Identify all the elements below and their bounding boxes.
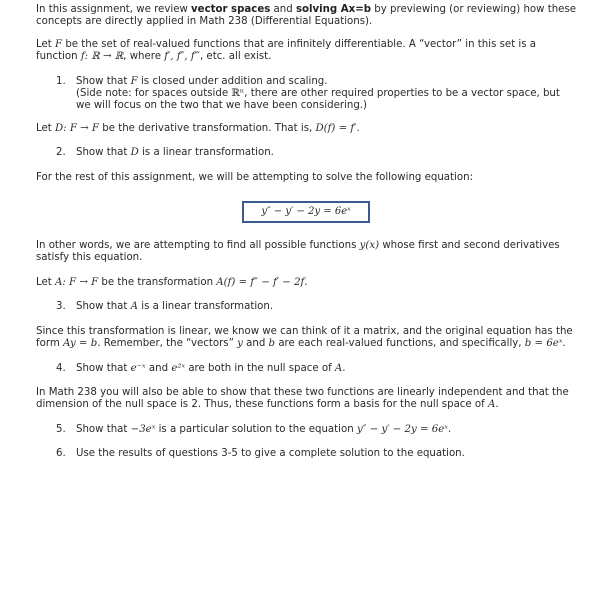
bold-vector-spaces: vector spaces (191, 4, 271, 15)
math238-paragraph: In Math 238 you will also be able to show that these two functions are linearly independent and that the dimension of the null space is 2. Thus, these functions form a basis for the null space of A. (36, 386, 569, 411)
question-number: 1. (56, 75, 66, 87)
question-number: 4. (56, 362, 66, 374)
linear-matrix-paragraph: Since this transformation is linear, we know we can think of it a matrix, and the original equation has the form Ay = b. Remember, the “vectors” y and b are each real-valued functions, and specifically, b = 6eˣ. (36, 325, 573, 350)
transformation-a-definition: Let A: F → F be the transformation A(f) = f″ − f′ − 2f. (36, 276, 308, 288)
bold-solving-axb: solving Ax=b (295, 4, 372, 15)
question-5: 5. Show that −3eˣ is a particular solution to the equation y″ − y′ − 2y = 6eˣ. (56, 423, 452, 435)
intro-paragraph: In this assignment, we review vector spaces and solving Ax=b by previewing (or reviewing) how these concepts are directly applied in Math 238 (Differential Equations). (36, 4, 577, 28)
question-3: 3. Show that A is a linear transformation. (56, 301, 274, 313)
function-map-math: f: ℝ → ℝ (80, 51, 124, 63)
rest-of-assignment: For the rest of this assignment, we will be attempting to solve the following equation: (36, 171, 473, 183)
question-4: 4. Show that e⁻ˣ and e²ˣ are both in the null space of A. (56, 362, 346, 374)
derivative-definition: Let D: F → F be the derivative transformation. That is, D(f) = f′. (36, 122, 360, 134)
question-6: 6. Use the results of questions 3-5 to give a complete solution to the equation. (56, 448, 465, 460)
question-number: 3. (56, 301, 66, 313)
side-note: (Side note: for spaces outside ℝⁿ, there are other required properties to be a vector space, but we will focus on the two that we have been considering.) (76, 88, 560, 112)
in-other-words-paragraph: In other words, we are attempting to find all possible functions y(x) whose first and second derivatives satisfy this equation. (36, 240, 560, 264)
question-number: 6. (56, 448, 66, 460)
boxed-equation: y″ − y′ − 2y = 6eˣ (242, 201, 370, 223)
question-number: 2. (56, 147, 66, 159)
question-1: 1. Show that F is closed under addition and scaling. (Side note: for spaces outside ℝⁿ, there are other required properties to be a vector space, but we will focus on the two that we have been considering.) (36, 76, 576, 113)
question-2: 2. Show that D is a linear transformation. (56, 147, 274, 159)
document-body (36, 4, 576, 461)
set-f-paragraph: Let F be the set of real-valued functions that are infinitely differentiable. A “vector” in this set is a function f: ℝ → ℝ, where f′, f″, f‴, etc. all exist. (36, 38, 537, 63)
question-number: 5. (56, 423, 66, 435)
